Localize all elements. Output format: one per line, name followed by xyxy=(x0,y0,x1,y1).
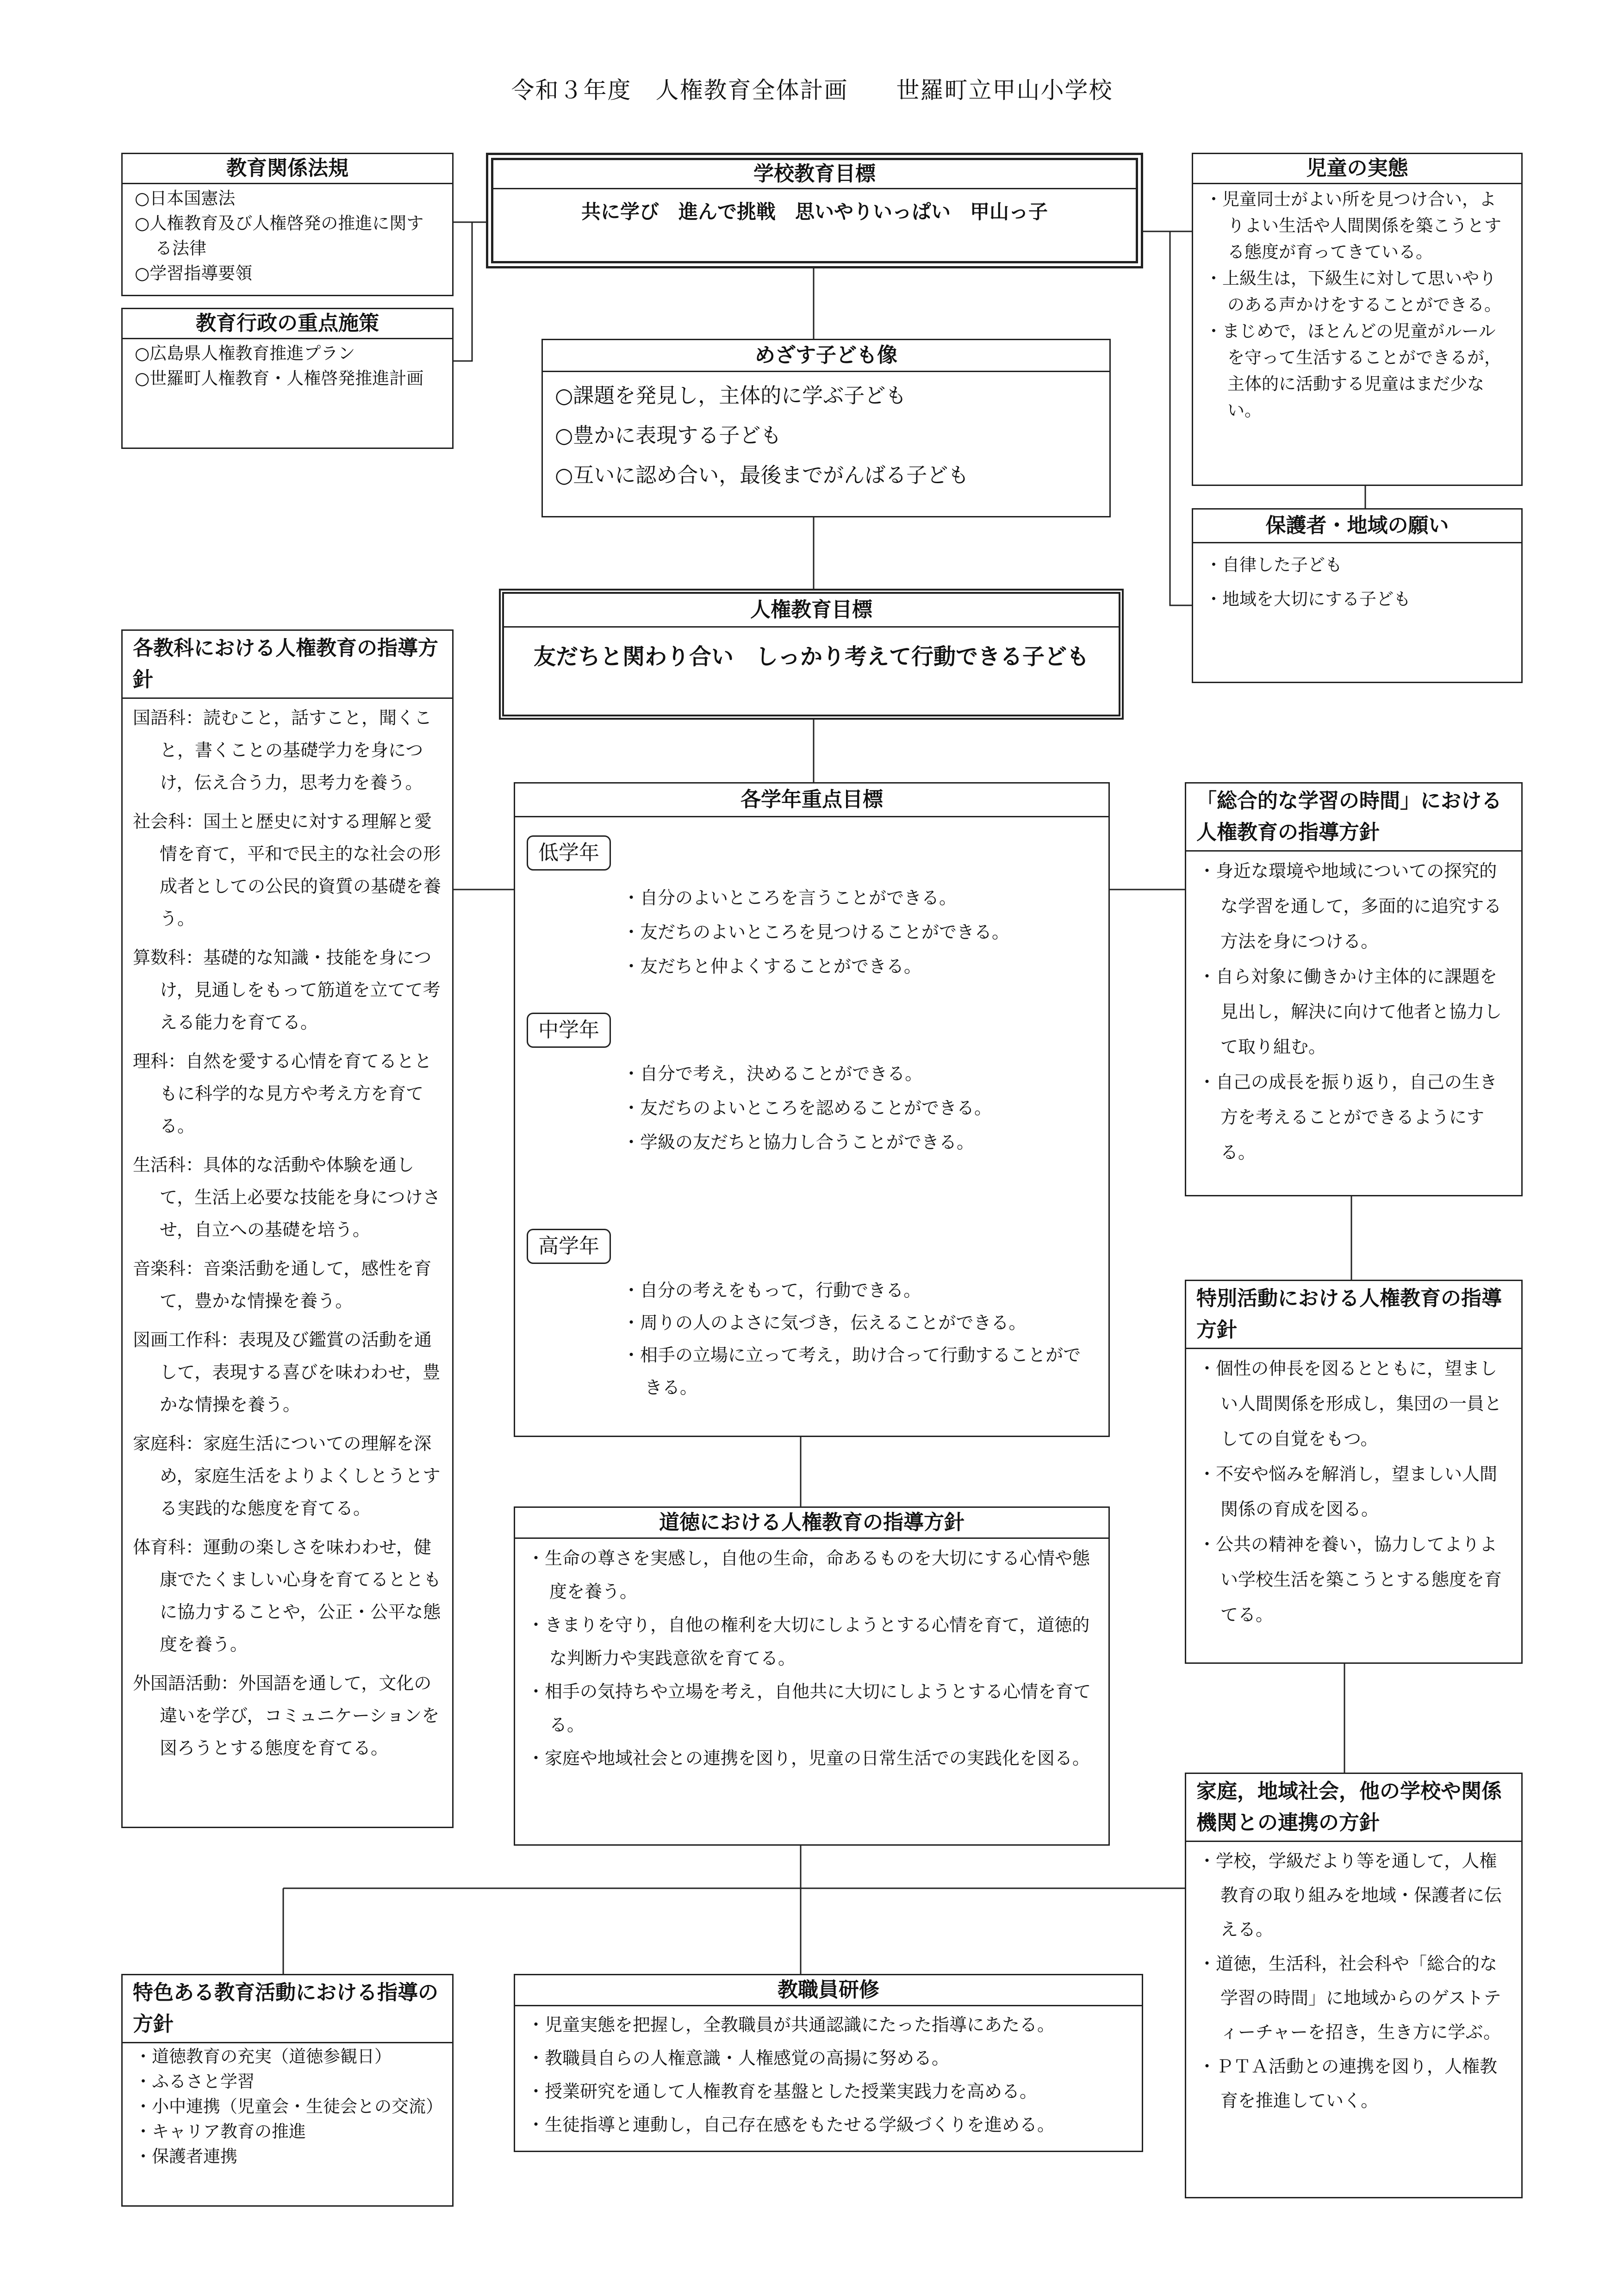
laws-title: 教育関係法規 xyxy=(123,154,452,184)
training-box xyxy=(514,1974,1143,2152)
parents-wish-item: ・自律した子ども xyxy=(1205,555,1342,575)
subject-item-math: 算数科：基礎的な知識・技能を身につけ，見通しをもって筋道を立てて考える能力を育てる。 xyxy=(133,947,441,1033)
featured-item: ・保護者連携 xyxy=(135,2147,237,2166)
subject-item-life: 生活科：具体的な活動や体験を通して，生活上必要な技能を身につけさせ，自立への基礎を培う。 xyxy=(133,1155,441,1240)
cooperation-item: ・学校，学級だより等を通して，人権教育の取り組みを地域・保護者に伝える。 xyxy=(1198,1851,1502,1940)
training-item: ・教職員自らの人権意識・人権感覚の高揚に努める。 xyxy=(527,2048,950,2068)
page-title: 令和３年度 人権教育全体計画 世羅町立甲山小学校 xyxy=(511,77,1113,104)
subject-item-foreign: 外国語活動：外国語を通して，文化の違いを学び，コミュニケーションを図ろうとする態度を育てる。 xyxy=(133,1673,440,1758)
featured-item: ・キャリア教育の推進 xyxy=(135,2122,306,2141)
training-title: 教職員研修 xyxy=(515,1975,1142,2006)
grade-item: ・相手の立場に立って考え，助け合って行動することができる。 xyxy=(622,1345,1081,1398)
special-box xyxy=(1185,1280,1523,1664)
moral-list xyxy=(515,1539,1108,1780)
hr-goal-title: 人権教育目標 xyxy=(504,594,1119,628)
grade-label-middle: 中学年 xyxy=(527,1013,611,1048)
grade-label-lower: 低学年 xyxy=(527,835,611,871)
subject-item-pe: 体育科：運動の楽しさを味わわせ，健康でたくましい心身を育てるとともに協力することや，公正・公平な態度を養う。 xyxy=(133,1537,442,1655)
hr-goal-box xyxy=(499,589,1124,720)
integrated-title: 「総合的な学習の時間」における人権教育の指導方針 xyxy=(1186,784,1521,852)
parents-wish-title: 保護者・地域の願い xyxy=(1193,510,1521,543)
moral-item: ・相手の気持ちや立場を考え，自他共に大切にしようとする心情を育てる。 xyxy=(527,1681,1091,1735)
hr-goal-text: 友だちと関わり合い しっかり考えて行動できる子ども xyxy=(533,644,1089,670)
special-title: 特別活動における人権教育の指導方針 xyxy=(1186,1281,1521,1349)
subject-item-social: 社会科：国土と歴史に対する理解と愛情を育て，平和で民主的な社会の形成者としての公民的資質の基礎を養う。 xyxy=(133,811,442,929)
featured-item: ・道徳教育の充実（道徳参観日） xyxy=(135,2047,392,2066)
moral-title: 道徳における人権教育の指導方針 xyxy=(515,1508,1108,1539)
grade-goals-box xyxy=(514,782,1110,1437)
ideal-child-item: ○課題を発見し，主体的に学ぶ子ども xyxy=(555,383,907,408)
special-list xyxy=(1186,1349,1521,1637)
subjects-list xyxy=(123,699,452,1764)
subjects-box xyxy=(121,629,454,1828)
children-state-item: ・児童同士がよい所を見つけ合い，よりよい生活や人間関係を築こうとする態度が育ってきている。 xyxy=(1205,189,1501,262)
subject-item-home: 家庭科：家庭生活についての理解を深め，家庭生活をよりよくしとうとする実践的な態度を育てる。 xyxy=(133,1433,441,1518)
subject-item-art: 図画工作科：表現及び鑑賞の活動を通して，表現する喜びを味わわせ，豊かな情操を養う。 xyxy=(133,1330,441,1415)
integrated-box xyxy=(1185,782,1523,1196)
laws-item: ○学習指導要領 xyxy=(135,263,253,283)
subject-item-music: 音楽科：音楽活動を通して，感性を育て，豊かな情操を養う。 xyxy=(133,1258,432,1311)
training-item: ・生徒指導と連動し，自己存在感をもたせる学級づくりを進める。 xyxy=(527,2115,1055,2135)
grade-item: ・友だちと仲よくすることができる。 xyxy=(622,956,922,977)
featured-box xyxy=(121,1974,454,2207)
ideal-child-item: ○豊かに表現する子ども xyxy=(555,423,782,448)
integrated-item: ・自己の成長を振り返り，自己の生き方を考えることができるようにする。 xyxy=(1198,1072,1498,1163)
cooperation-item: ・ＰＴＡ活動との連携を図り，人権教育を推進していく。 xyxy=(1198,2056,1498,2111)
parents-wish-list xyxy=(1193,543,1521,621)
children-state-list xyxy=(1193,184,1521,428)
grade-items-upper xyxy=(622,1274,1090,1404)
admin-item: ○広島県人権教育推進プラン xyxy=(135,343,355,363)
subjects-title: 各教科における人権教育の指導方針 xyxy=(123,631,452,699)
subject-item-science: 理科：自然を愛する心情を育てるとともに科学的な見方や考え方を育てる。 xyxy=(133,1051,432,1136)
special-item: ・不安や悩みを解消し，望ましい人間関係の育成を図る。 xyxy=(1198,1464,1498,1519)
training-item: ・授業研究を通して人権教育を基盤とした授業実践力を高める。 xyxy=(527,2081,1038,2102)
laws-box xyxy=(121,153,454,296)
training-item: ・児童実態を把握し，全教職員が共通認識にたった指導にあたる。 xyxy=(527,2015,1055,2035)
admin-box xyxy=(121,308,454,449)
ideal-child-list xyxy=(543,372,1109,500)
training-list xyxy=(515,2006,1142,2146)
admin-item: ○世羅町人権教育・人権啓発推進計画 xyxy=(135,368,424,388)
integrated-item: ・身近な環境や地域についての探究的な学習を通して，多面的に追究する方法を身につける。 xyxy=(1198,861,1502,952)
integrated-item: ・自ら対象に働きかけ主体的に課題を見出し，解決に向けて他者と協力して取り組む。 xyxy=(1198,966,1502,1057)
cooperation-list xyxy=(1186,1842,1521,2122)
moral-item: ・生命の尊さを実感し，自他の生命，命あるものを大切にする心情や態度を養う。 xyxy=(527,1548,1090,1602)
subject-item-japanese: 国語科：読むこと，話すこと，聞くこと，書くことの基礎学力を身につけ，伝え合う力，思考力を養う。 xyxy=(133,708,432,793)
grade-item: ・自分の考えをもって，行動できる。 xyxy=(622,1280,921,1300)
parents-wish-item: ・地域を大切にする子ども xyxy=(1205,589,1411,609)
featured-item: ・ふるさと学習 xyxy=(135,2072,255,2091)
school-goal-title: 学校教育目標 xyxy=(493,160,1136,189)
special-item: ・公共の精神を養い，協力してよりよい学校生活を築こうとする態度を育てる。 xyxy=(1198,1534,1502,1625)
cooperation-box xyxy=(1185,1773,1523,2198)
grade-items-middle xyxy=(622,1057,1095,1159)
grade-goals-title: 各学年重点目標 xyxy=(515,784,1108,817)
children-state-item: ・上級生は，下級生に対して思いやりのある声かけをすることができる。 xyxy=(1205,268,1501,315)
integrated-list xyxy=(1186,852,1521,1175)
ideal-child-box xyxy=(541,339,1111,517)
parents-wish-box xyxy=(1192,508,1523,683)
grade-item: ・自分のよいところを言うことができる。 xyxy=(622,888,957,908)
featured-item: ・小中連携（児童会・生徒会との交流） xyxy=(135,2097,443,2116)
children-state-box xyxy=(1192,153,1523,486)
admin-list xyxy=(123,339,452,396)
featured-list xyxy=(123,2043,452,2174)
grade-label-upper: 高学年 xyxy=(527,1229,611,1264)
ideal-child-title: めざす子ども像 xyxy=(543,340,1109,372)
moral-box xyxy=(514,1506,1110,1846)
grade-item: ・自分で考え，決めることができる。 xyxy=(622,1064,923,1084)
grade-item: ・学級の友だちと協力し合うことができる。 xyxy=(622,1132,975,1152)
moral-item: ・家庭や地域社会との連携を図り，児童の日常生活での実践化を図る。 xyxy=(527,1748,1090,1768)
cooperation-title: 家庭，地域社会，他の学校や関係機関との連携の方針 xyxy=(1186,1774,1521,1842)
children-state-item: ・まじめで，ほとんどの児童がルールを守って生活することができるが，主体的に活動する児童はまだ少ない。 xyxy=(1205,321,1501,420)
featured-title: 特色ある教育活動における指導の方針 xyxy=(123,1975,452,2043)
laws-item: ○人権教育及び人権啓発の推進に関する法律 xyxy=(135,213,424,258)
grade-item: ・友だちのよいところを認めることができる。 xyxy=(622,1098,992,1118)
admin-title: 教育行政の重点施策 xyxy=(123,309,452,339)
special-item: ・個性の伸長を図るとともに，望ましい人間関係を形成し，集団の一員としての自覚をもつ。 xyxy=(1198,1358,1502,1449)
children-state-title: 児童の実態 xyxy=(1193,154,1521,184)
laws-list xyxy=(123,184,452,291)
grade-items-lower xyxy=(622,881,1095,983)
grade-item: ・友だちのよいところを見つけることができる。 xyxy=(622,922,1010,942)
school-goal-text: 共に学び 進んで挑戦 思いやりいっぱい 甲山っ子 xyxy=(581,200,1048,223)
grade-item: ・周りの人のよさに気づき，伝えることができる。 xyxy=(622,1313,1027,1333)
ideal-child-item: ○互いに認め合い，最後までがんばる子ども xyxy=(555,463,969,487)
laws-item: ○日本国憲法 xyxy=(135,188,236,208)
cooperation-item: ・道徳，生活科，社会科や「総合的な学習の時間」に地域からのゲストティーチャーを招き，生き方に学ぶ。 xyxy=(1198,1954,1501,2042)
school-goal-box xyxy=(486,153,1143,268)
moral-item: ・きまりを守り，自他の権利を大切にしようとする心情を育て，道徳的な判断力や実践意欲を育てる。 xyxy=(527,1615,1090,1668)
